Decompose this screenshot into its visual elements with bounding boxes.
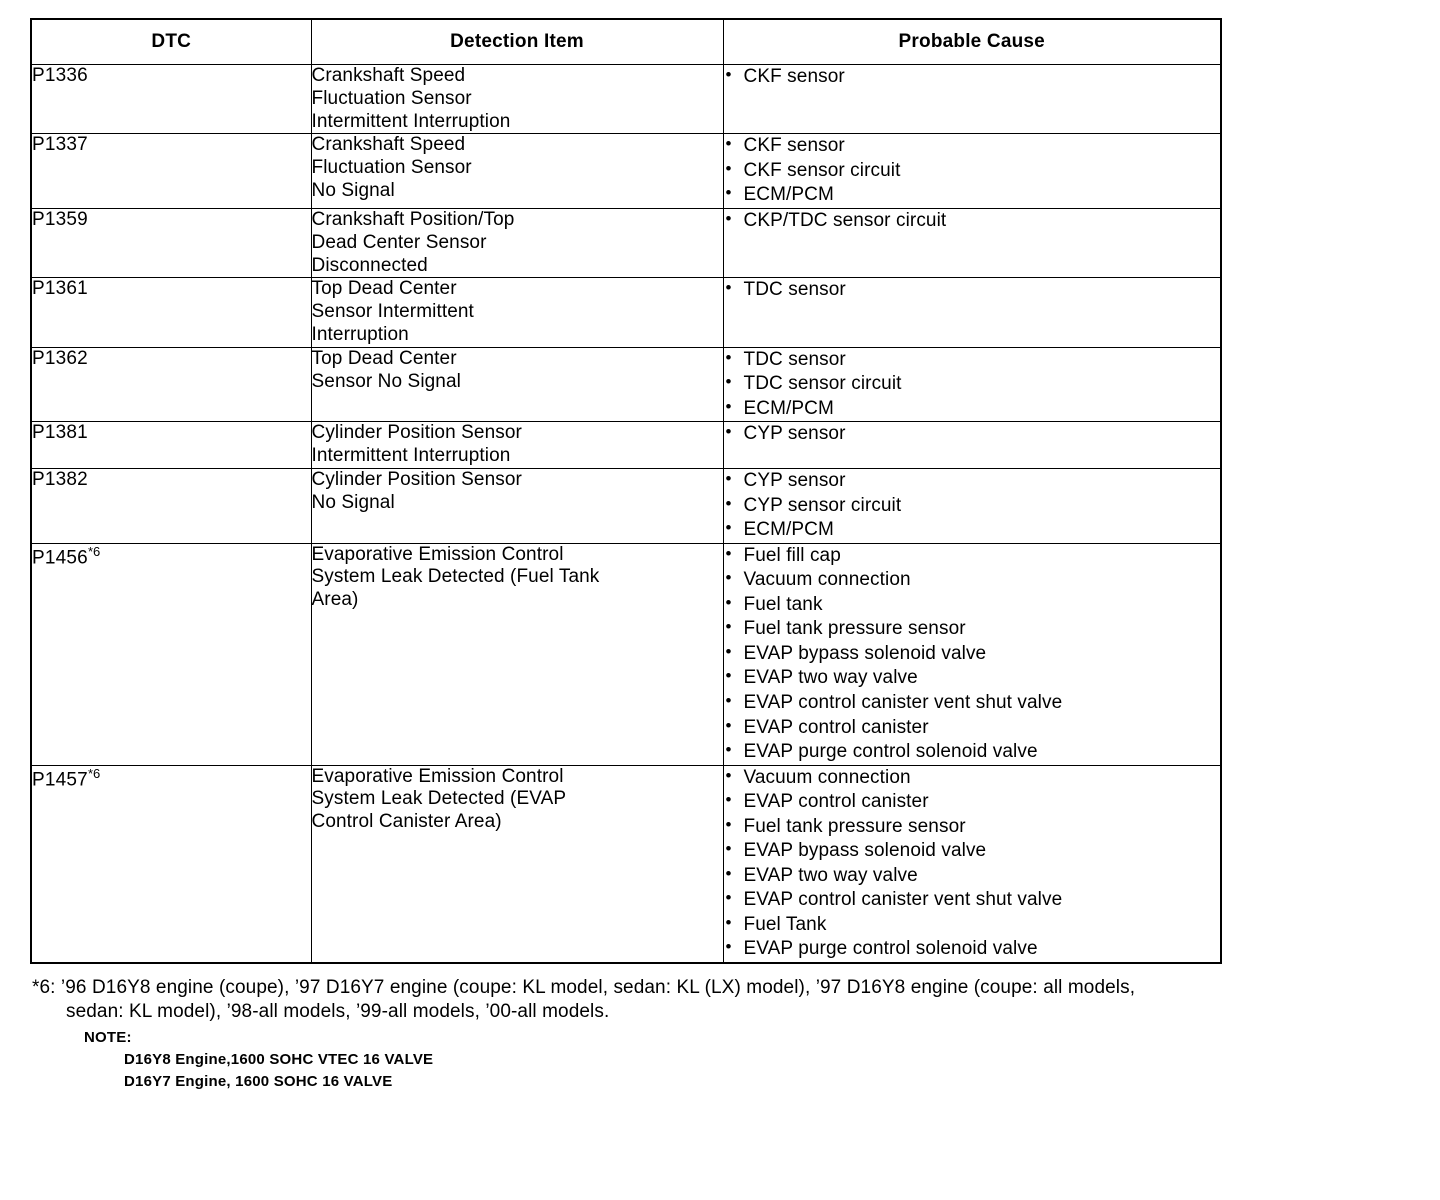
list-item: • TDC sensor bbox=[724, 348, 1221, 372]
detection-item-line: System Leak Detected (EVAP bbox=[311, 788, 567, 810]
table-row bbox=[31, 765, 1221, 963]
table-row bbox=[31, 278, 1221, 347]
probable-cause-cell bbox=[723, 469, 1221, 544]
probable-cause-list bbox=[724, 209, 1221, 233]
detection-item-cell bbox=[311, 134, 723, 209]
list-item: • CKF sensor circuit bbox=[724, 159, 1221, 183]
dtc-code-cell bbox=[31, 765, 311, 963]
detection-item-line: System Leak Detected (Fuel Tank bbox=[311, 566, 600, 588]
probable-cause-cell bbox=[723, 765, 1221, 963]
detection-item-line: Evaporative Emission Control bbox=[311, 765, 564, 787]
list-item: • EVAP control canister bbox=[724, 790, 1221, 814]
detection-item-line: Disconnected bbox=[311, 254, 428, 276]
detection-item-line: Sensor Intermittent bbox=[311, 301, 474, 323]
list-item: • ECM/PCM bbox=[724, 183, 1221, 207]
probable-cause-cell bbox=[723, 134, 1221, 209]
probable-cause-list bbox=[724, 278, 1221, 302]
table-row bbox=[31, 469, 1221, 544]
table-row bbox=[31, 422, 1221, 469]
list-item: • ECM/PCM bbox=[724, 518, 1221, 542]
table-body bbox=[31, 65, 1221, 963]
detection-item-line: Cylinder Position Sensor bbox=[311, 469, 522, 491]
detection-item-line: No Signal bbox=[311, 179, 395, 201]
probable-cause-list bbox=[724, 134, 1221, 207]
list-item: • EVAP control canister vent shut valve bbox=[724, 691, 1221, 715]
detection-item-line: Evaporative Emission Control bbox=[311, 543, 564, 565]
list-item: • Vacuum connection bbox=[724, 766, 1221, 790]
detection-item-line: Fluctuation Sensor bbox=[311, 87, 472, 109]
list-item: • EVAP two way valve bbox=[724, 864, 1221, 888]
detection-item-line: Top Dead Center bbox=[311, 278, 457, 300]
probable-cause-list bbox=[724, 348, 1221, 421]
dtc-code-cell bbox=[31, 134, 311, 209]
detection-item-cell bbox=[311, 209, 723, 278]
list-item: • Fuel fill cap bbox=[724, 544, 1221, 568]
detection-item-line: Crankshaft Position/Top bbox=[311, 209, 515, 231]
table-row bbox=[31, 65, 1221, 134]
footnote-line-1: *6: ’96 D16Y8 engine (coupe), ’97 D16Y7 engine (coupe: KL model, sedan: KL (LX) model), ’97 D16Y8 engine (coupe: all models, bbox=[32, 976, 1136, 998]
probable-cause-cell bbox=[723, 278, 1221, 347]
list-item: • CKF sensor bbox=[724, 134, 1221, 158]
detection-item-cell bbox=[311, 543, 723, 765]
list-item: • EVAP control canister bbox=[724, 716, 1221, 740]
probable-cause-cell bbox=[723, 422, 1221, 469]
dtc-code-text: P1362 bbox=[32, 347, 88, 369]
detection-item-line: Control Canister Area) bbox=[311, 811, 502, 833]
detection-item-line: Cylinder Position Sensor bbox=[311, 422, 522, 444]
detection-item-line: Intermittent Interruption bbox=[311, 445, 511, 467]
detection-item-line: Crankshaft Speed bbox=[311, 65, 466, 86]
probable-cause-list bbox=[724, 422, 1221, 446]
list-item: • CKF sensor bbox=[724, 65, 1221, 89]
list-item: • TDC sensor circuit bbox=[724, 372, 1221, 396]
probable-cause-list bbox=[724, 65, 1221, 89]
list-item: • EVAP purge control solenoid valve bbox=[724, 740, 1221, 764]
column-header-detection-item: Detection Item bbox=[311, 19, 723, 65]
probable-cause-cell bbox=[723, 543, 1221, 765]
probable-cause-cell bbox=[723, 347, 1221, 422]
detection-item-line: Crankshaft Speed bbox=[311, 134, 466, 156]
probable-cause-list bbox=[724, 766, 1221, 961]
note-title: NOTE: bbox=[84, 1029, 132, 1047]
dtc-code-text: P1381 bbox=[32, 422, 88, 444]
dtc-code-cell bbox=[31, 543, 311, 765]
list-item: • CYP sensor bbox=[724, 469, 1221, 493]
detection-item-line: Intermittent Interruption bbox=[311, 110, 511, 132]
dtc-code-text: P1359 bbox=[32, 209, 88, 231]
dtc-code-cell bbox=[31, 278, 311, 347]
list-item: • Fuel Tank bbox=[724, 913, 1221, 937]
table-row bbox=[31, 134, 1221, 209]
list-item: • CYP sensor bbox=[724, 422, 1221, 446]
dtc-code-cell bbox=[31, 65, 311, 134]
list-item: • EVAP two way valve bbox=[724, 666, 1221, 690]
dtc-code-cell bbox=[31, 422, 311, 469]
footnote-marker: *6 bbox=[87, 543, 101, 559]
detection-item-line: Sensor No Signal bbox=[311, 370, 461, 392]
detection-item-cell bbox=[311, 347, 723, 422]
list-item: • Fuel tank pressure sensor bbox=[724, 815, 1221, 839]
column-header-dtc: DTC bbox=[31, 19, 311, 65]
dtc-code-text: P1456 bbox=[32, 547, 88, 569]
dtc-code-cell bbox=[31, 209, 311, 278]
dtc-code-text: P1382 bbox=[32, 469, 88, 491]
detection-item-line: Dead Center Sensor bbox=[311, 231, 487, 253]
list-item: • EVAP purge control solenoid valve bbox=[724, 937, 1221, 961]
dtc-code-text: P1457 bbox=[32, 768, 88, 790]
dtc-code-cell bbox=[31, 347, 311, 422]
list-item: • Vacuum connection bbox=[724, 568, 1221, 592]
list-item: • CKP/TDC sensor circuit bbox=[724, 209, 1221, 233]
probable-cause-list bbox=[724, 544, 1221, 764]
note-block bbox=[84, 1027, 1414, 1092]
dtc-code-text: P1361 bbox=[32, 278, 88, 300]
detection-item-cell bbox=[311, 65, 723, 134]
list-item: • Fuel tank bbox=[724, 593, 1221, 617]
dtc-code-text: P1336 bbox=[32, 65, 88, 86]
detection-item-line: Interruption bbox=[311, 324, 409, 346]
footnote-marker: *6 bbox=[87, 765, 101, 781]
list-item: • EVAP control canister vent shut valve bbox=[724, 888, 1221, 912]
table-row bbox=[31, 347, 1221, 422]
footnote bbox=[32, 976, 1432, 1024]
detection-item-cell bbox=[311, 278, 723, 347]
probable-cause-list bbox=[724, 469, 1221, 542]
list-item: • Fuel tank pressure sensor bbox=[724, 617, 1221, 641]
list-item: • EVAP bypass solenoid valve bbox=[724, 642, 1221, 666]
detection-item-line: Fluctuation Sensor bbox=[311, 157, 472, 179]
dtc-code-text: P1337 bbox=[32, 134, 88, 156]
dtc-code-cell bbox=[31, 469, 311, 544]
detection-item-line: Area) bbox=[311, 589, 359, 611]
dtc-table bbox=[30, 18, 1222, 964]
list-item: • CYP sensor circuit bbox=[724, 494, 1221, 518]
list-item: • ECM/PCM bbox=[724, 397, 1221, 421]
note-line-2: D16Y7 Engine, 1600 SOHC 16 VALVE bbox=[124, 1072, 393, 1090]
table-row bbox=[31, 543, 1221, 765]
table-header bbox=[31, 19, 1221, 65]
probable-cause-cell bbox=[723, 65, 1221, 134]
table-row bbox=[31, 209, 1221, 278]
detection-item-cell bbox=[311, 765, 723, 963]
note-line-1: D16Y8 Engine,1600 SOHC VTEC 16 VALVE bbox=[124, 1051, 434, 1069]
detection-item-cell bbox=[311, 422, 723, 469]
footnote-line-2: sedan: KL model), ’98-all models, ’99-all models, ’00-all models. bbox=[66, 1000, 610, 1022]
detection-item-cell bbox=[311, 469, 723, 544]
detection-item-line: Top Dead Center bbox=[311, 347, 457, 369]
list-item: • TDC sensor bbox=[724, 278, 1221, 302]
detection-item-line: No Signal bbox=[311, 491, 395, 513]
table-header-row bbox=[31, 19, 1221, 65]
list-item: • EVAP bypass solenoid valve bbox=[724, 839, 1221, 863]
probable-cause-cell bbox=[723, 209, 1221, 278]
column-header-probable-cause: Probable Cause bbox=[723, 19, 1221, 65]
